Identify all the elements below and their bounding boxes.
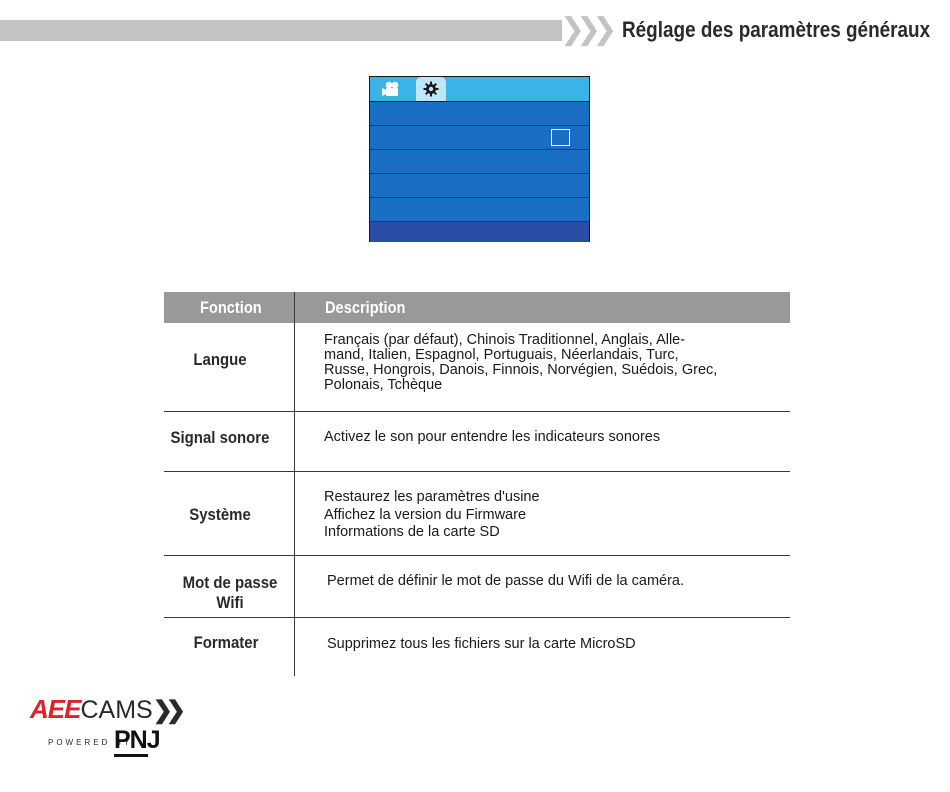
logo-brand-dark: CAMS [80, 696, 153, 724]
camera-menu-row[interactable] [370, 150, 589, 174]
table-header [164, 292, 790, 323]
pnj-logo-underline [114, 754, 148, 757]
aeecams-logo [30, 694, 179, 724]
pnj-logo: PNJ [114, 726, 160, 754]
video-camera-icon [381, 80, 401, 98]
row-divider [164, 411, 790, 412]
logo-chevron-icon: ❯❯ [152, 697, 179, 724]
function-label: Signal sonore [170, 428, 270, 447]
camera-menu-row[interactable] [370, 198, 589, 222]
function-label: Mot de passe Wifi [182, 573, 278, 612]
function-description: Restaurez les paramètres d'usine Affichez la version du Firmware Informations de la carte SD [324, 489, 540, 540]
tab-video[interactable] [380, 79, 402, 99]
checkbox[interactable] [551, 129, 570, 146]
column-header-fonction: Fonction [200, 298, 262, 317]
header-chevron-icon: ❯❯❯ [560, 12, 609, 47]
camera-menu-row[interactable] [370, 126, 589, 150]
row-divider [164, 555, 790, 556]
logo-brand-red: AEE [30, 694, 81, 724]
camera-menu-screen [369, 76, 590, 242]
function-description: Français (par défaut), Chinois Traditionnel, Anglais, Alle- mand, Italien, Espagnol, Portuguais, Néerlandais, Turc, Russe, Hongrois, Danois, Finnois, Norvégien, Suédois, Grec, Polonais, Tchèque [324, 332, 718, 393]
tab-settings[interactable] [416, 77, 446, 101]
header-bar [0, 20, 562, 41]
function-description: Permet de définir le mot de passe du Wifi de la caméra. [327, 573, 685, 589]
function-description: Activez le son pour entendre les indicateurs sonores [324, 429, 661, 445]
function-label: Système [189, 505, 251, 524]
column-header-description: Description [325, 298, 406, 317]
function-label: Formater [193, 633, 259, 652]
gear-icon [423, 81, 439, 97]
row-divider [164, 471, 790, 472]
function-label: Langue [193, 350, 247, 369]
camera-menu-row-selected[interactable] [370, 222, 589, 242]
camera-menu-row[interactable] [370, 102, 589, 126]
camera-menu-row[interactable] [370, 174, 589, 198]
page-title: Réglage des paramètres généraux [622, 17, 931, 42]
camera-menu-tabs [370, 77, 589, 102]
powered-by-label: POWERED BY [48, 738, 133, 747]
function-description: Supprimez tous les fichiers sur la carte MicroSD [327, 636, 636, 652]
row-divider [164, 617, 790, 618]
column-divider [294, 292, 295, 676]
